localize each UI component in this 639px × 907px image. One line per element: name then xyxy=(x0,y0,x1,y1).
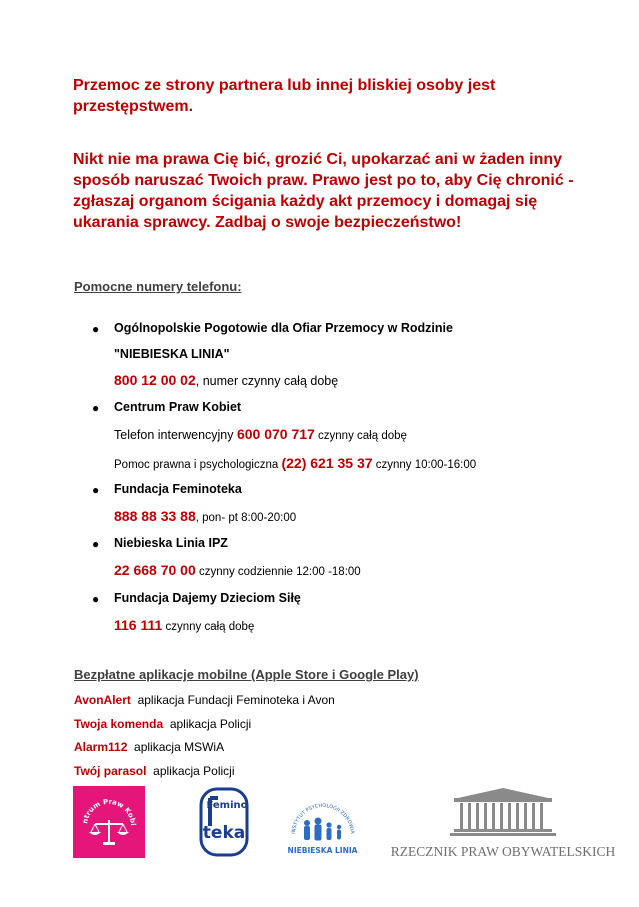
feminoteka-text-bottom: teka xyxy=(202,823,246,843)
phone-item-name: Ogólnopolskie Pogotowie dla Ofiar Przemocy w Rodzinie xyxy=(114,321,453,335)
phone-note: , pon- pt 8:00-20:00 xyxy=(195,512,297,524)
nl-arc-text: INSTYTUT PSYCHOLOGII ZDROWIA xyxy=(291,802,356,835)
svg-text:INSTYTUT PSYCHOLOGII ZDROWIA xyxy=(291,803,355,835)
phone-item-name: Fundacja Dajemy Dzieciom Siłę xyxy=(114,591,301,605)
phone-note: czynny codziennie 12:00 -18:00 xyxy=(195,566,361,578)
rzecznik-praw-obywatelskich-logo xyxy=(388,786,618,862)
family-icon xyxy=(304,818,341,841)
app-desc: aplikacja Policji xyxy=(153,764,235,778)
bullet-icon: ● xyxy=(92,592,100,606)
app-name[interactable]: Twój parasol xyxy=(74,764,147,778)
app-item xyxy=(74,693,335,707)
phone-item-number-line xyxy=(114,372,338,388)
phone-item-number-line xyxy=(114,617,254,633)
phone-item-name: Niebieska Linia IPZ xyxy=(114,536,228,550)
phones-heading: Pomocne numery telefonu: xyxy=(74,279,242,294)
scales-icon xyxy=(73,786,145,858)
feminoteka-text-top: Femino xyxy=(206,800,248,811)
phone-prefix: Pomoc prawna i psychologiczna xyxy=(114,459,282,471)
phone-item-name: Fundacja Feminoteka xyxy=(114,482,242,496)
feminoteka-logo xyxy=(198,786,250,858)
bullet-icon: ● xyxy=(92,537,100,551)
app-desc: aplikacja Fundacji Feminoteka i Avon xyxy=(137,693,335,707)
app-item xyxy=(74,764,235,778)
app-item xyxy=(74,717,251,731)
building-icon xyxy=(450,788,556,836)
app-name[interactable]: Twoja komenda xyxy=(74,717,164,731)
svg-text:Centrum Praw Kobiet xyxy=(73,786,137,826)
phone-number[interactable]: (22) 621 35 37 xyxy=(281,455,373,471)
centrum-praw-kobiet-logo xyxy=(73,786,145,858)
phone-prefix: Telefon interwencyjny xyxy=(114,428,237,442)
phone-number[interactable]: 888 88 33 88 xyxy=(114,508,196,524)
phone-note: czynny całą dobę xyxy=(162,621,255,633)
bullet-icon: ● xyxy=(92,322,100,336)
bullet-icon: ● xyxy=(92,483,100,497)
rpo-label: RZECZNIK PRAW OBYWATELSKICH xyxy=(390,844,616,859)
intro-paragraph-2: Nikt nie ma prawa Cię bić, grozić Ci, upokarzać ani w żaden inny sposób naruszać Twoich praw. Prawo jest po to, aby Cię chronić - zgłaszaj organom ścigania każdy akt przemocy i domagaj się ukarania sprawcy. Zadbaj o swoje bezpieczeństwo! xyxy=(73,151,574,231)
phone-number[interactable]: 600 070 717 xyxy=(236,426,315,442)
phone-note: czynny całą dobę xyxy=(314,430,407,442)
app-item xyxy=(74,740,224,754)
cpk-logo-text: ntrum Praw Kobi xyxy=(81,797,138,826)
nl-label: NIEBIESKA LINIA xyxy=(287,846,358,855)
app-desc: aplikacja MSWiA xyxy=(134,740,225,754)
phone-item-name-2: "NIEBIESKA LINIA" xyxy=(114,347,230,361)
apps-heading: Bezpłatne aplikacje mobilne (Apple Store i Google Play) xyxy=(74,667,419,682)
app-name[interactable]: AvonAlert xyxy=(74,693,131,707)
phone-item-number-line xyxy=(114,426,407,442)
phone-item-number-line xyxy=(114,562,361,578)
niebieska-linia-logo xyxy=(285,795,360,861)
phone-item-number-line xyxy=(114,455,476,471)
phone-number[interactable]: 22 668 70 00 xyxy=(114,562,196,578)
phone-item-name: Centrum Praw Kobiet xyxy=(114,400,242,414)
intro-paragraph-1: Przemoc ze strony partnera lub innej bliskiej osoby jest przestępstwem. xyxy=(73,77,496,115)
phone-number[interactable]: 116 111 xyxy=(114,617,163,633)
app-desc: aplikacja Policji xyxy=(169,717,252,731)
phone-note: , numer czynny całą dobę xyxy=(195,374,339,388)
bullet-icon: ● xyxy=(92,401,100,415)
phone-number[interactable]: 800 12 00 02 xyxy=(114,372,196,388)
app-name[interactable]: Alarm112 xyxy=(74,740,128,754)
phone-note: czynny 10:00-16:00 xyxy=(372,459,477,471)
phone-item-number-line xyxy=(114,508,296,524)
